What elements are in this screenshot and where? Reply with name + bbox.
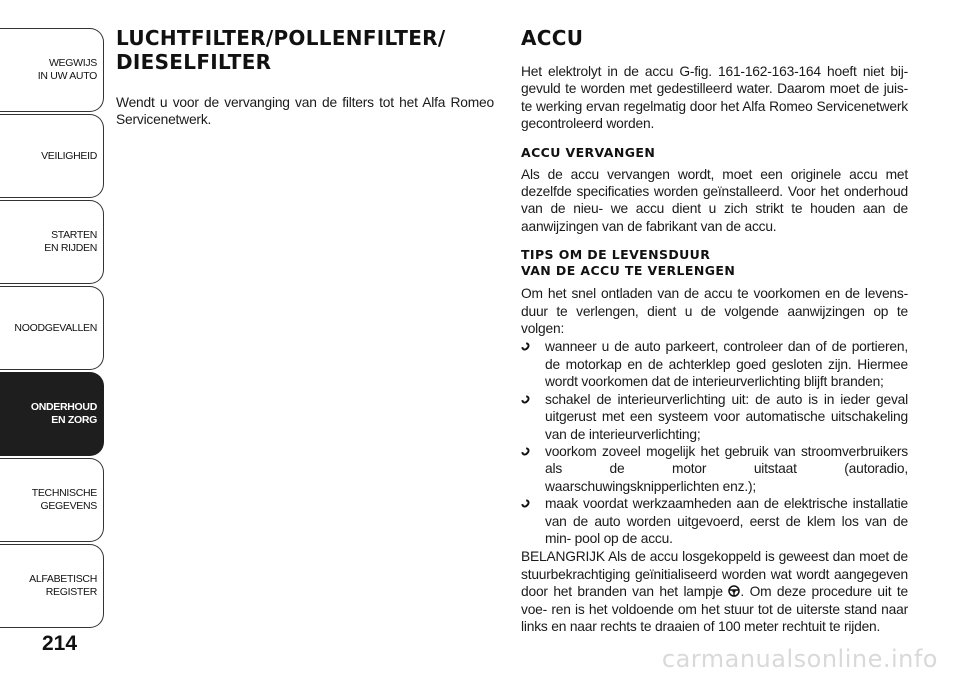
tab-technische[interactable] [0,458,104,542]
section-heading-tips: TIPS OM DE LEVENSDUUR VAN DE ACCU TE VERLENGEN [521,247,736,279]
list-item: schakel de interieurverlichting uit: de auto is in ieder geval uitgerust met een systeem voor automatische uitschakeling van de interieurverlichting; [521,391,908,443]
right-column [521,26,908,635]
accu-title: ACCU [521,26,584,50]
tab-noodgevallen[interactable] [0,286,104,370]
tab-label: WEGWIJS IN UW AUTO [37,57,97,82]
tab-alfabetisch[interactable] [0,544,104,628]
accu-intro: Het elektrolyt in de accu G-fig. 161-162-163-164 hoeft niet bij- gevuld te worden met gedestilleerd water. Daarom moet de juis- te werking ervan regelmatig door het Alfa Romeo Servicenetwerk gecontroleerd worden. [521,64,908,132]
tab-label: STARTEN EN RIJDEN [44,229,97,254]
tab-veiligheid[interactable] [0,114,104,198]
bullet-icon [520,498,531,509]
tips-list [521,338,908,547]
tab-label: TECHNISCHE GEGEVENS [31,487,97,512]
tab-onderhoud[interactable] [0,372,104,456]
bullet-icon [520,394,531,405]
tab-label: ALFABETISCH REGISTER [29,573,97,598]
filter-body: Wendt u voor de vervanging van de filters tot het Alfa Romeo Servicenetwerk. [116,95,494,128]
tab-label: ONDERHOUD EN ZORG [30,401,97,426]
list-item: wanneer u de auto parkeert, controleer dan of de portieren, de motorkap en de achterklep goed gesloten zijn. Hiermee wordt voorkomen dat de interieurverlichting blijft branden; [521,338,908,390]
section-heading-vervangen: ACCU VERVANGEN [521,144,656,160]
list-item: maak voordat werkzaamheden aan de elektrische installatie van de auto worden uitgevoerd, eerst de klem los van de min- pool op de accu. [521,495,908,547]
section-intro-tips: Om het snel ontladen van de accu te voorkomen en de levens- duur te verlengen, dient u de volgende aanwijzingen op te volgen: [521,286,908,337]
tab-starten[interactable] [0,200,104,284]
tab-label: NOODGEVALLEN [14,321,97,334]
bullet-icon [520,446,531,457]
list-item: voorkom zoveel mogelijk het gebruik van stroomverbruikers als de motor uitstaat (autoradio, waarschuwingsknipperlichten enz.); [521,443,908,495]
tab-label: VEILIGHEID [41,149,97,162]
bullet-icon [520,341,531,352]
watermark: carmanualsonline.info [661,645,938,673]
tab-wegwijs[interactable] [0,28,104,112]
filter-title: LUCHTFILTER/POLLENFILTER/ DIESELFILTER [116,26,446,74]
page-number: 214 [42,632,78,655]
left-column [116,26,494,129]
section-body-vervangen: Als de accu vervangen wordt, moet een originele accu met dezelfde specificaties worden geïnstalleerd. Voor het onderhoud van de nieu- we accu dient u zich strikt te houden aan de aanwijzingen van de fabrikant van de accu. [521,166,908,234]
important-note: BELANGRIJK Als de accu losgekoppeld is geweest dan moet de stuurbekrachtiging geïnitialiseerd worden wat wordt aangegeven door het branden van het lampje . Om deze procedure uit te voe- ren is het voldoende om het stuur tot de uiterste stand naar links en naar rechts te draaien of 100 meter rechtuit te rijden. [521,549,908,634]
steering-wheel-warning-icon [728,585,740,597]
